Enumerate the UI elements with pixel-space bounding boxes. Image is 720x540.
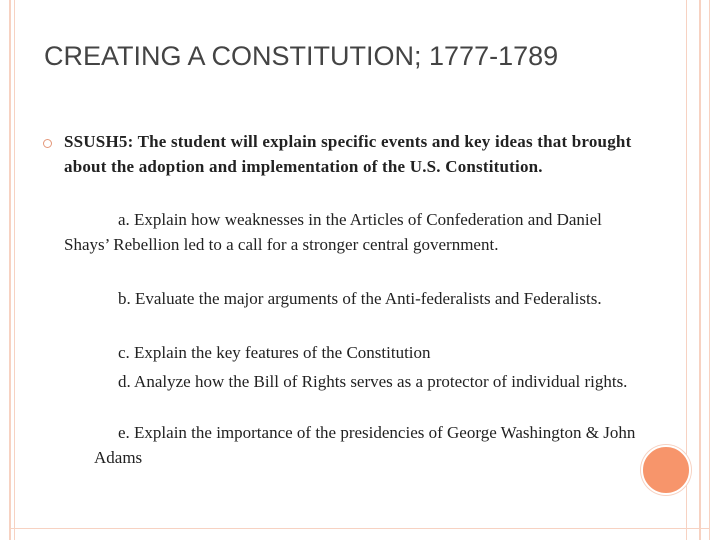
- sub-item-b: b. Evaluate the major arguments of the Anti-federalists and Federalists.: [118, 289, 602, 308]
- border-line-left-inner: [14, 0, 15, 540]
- border-line-right-c: [709, 0, 710, 540]
- border-line-bottom: [9, 528, 710, 529]
- border-line-right-b: [699, 0, 701, 540]
- sub-item-a: a. Explain how weaknesses in the Articles of Confederation and Daniel Shays’ Rebellion led to a call for a stronger central government.: [64, 210, 602, 254]
- bullet-circle-icon: [43, 139, 52, 148]
- border-line-left-outer: [9, 0, 11, 540]
- sub-item-e: e. Explain the importance of the presidencies of George Washington & John Adams: [94, 423, 636, 467]
- sub-item-c: c. Explain the key features of the Constitution: [118, 343, 431, 362]
- standard-text: SSUSH5: The student will explain specific events and key ideas that brought about the adoption and implementation of the U.S. Constitution.: [64, 132, 632, 176]
- slide-title: CREATING A CONSTITUTION; 1777-1789: [44, 41, 559, 71]
- sub-item-d: d. Analyze how the Bill of Rights serves as a protector of individual rights.: [118, 372, 628, 391]
